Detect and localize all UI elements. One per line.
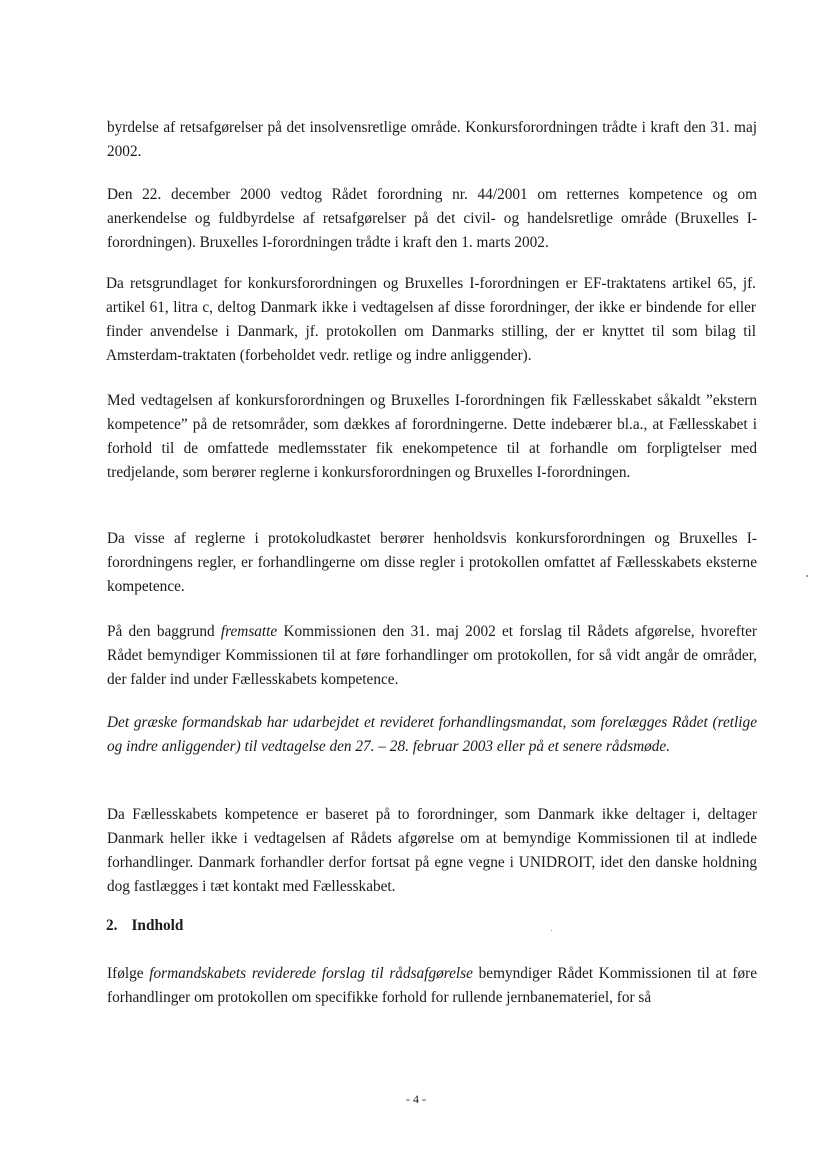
scan-speck <box>806 575 808 577</box>
section-number: 2. <box>106 917 118 934</box>
paragraph-9-rest: bemyndiger Rådet Kommissionen til at føre forhandlinger om protokollen om specifikke forhold for rullende jernbanemateriel, for så <box>107 965 757 1006</box>
paragraph-6-emphasis: fremsatte <box>220 623 278 640</box>
paragraph-7: Det græske formandskab har udarbejdet et revideret forhandlingsmandat, som forelægges Rådet (retlige og indre anliggender) til vedtagelse den 27. – 28. februar 2003 eller på et senere rådsmøde. <box>107 714 757 755</box>
paragraph-6-lead: På den baggrund <box>107 623 221 640</box>
section-title: Indhold <box>131 917 184 934</box>
paragraph-4: Med vedtagelsen af konkursforordningen og Bruxelles I-forordningen fik Fællesskabet såkaldt ”ekstern kompetence” på de retsområder, som dækkes af forordningerne. Dette indebærer bl.a., at Fællesskabet i forhold til de omfattede medlemsstater fik enekompetence til at forhandle om forpligtelser med tredjelande, som berører reglerne i konkursforordningen og Bruxelles I-forordningen. <box>107 392 757 481</box>
paragraph-6-rest: Kommissionen den 31. maj 2002 et forslag til Rådets afgørelse, hvorefter Rådet bemyndiger Kommissionen til at føre forhandlinger om protokollen, for så vidt angår de områder, der falder ind under Fællesskabets kompetence. <box>107 623 757 688</box>
paragraph-9-lead: Ifølge <box>107 965 150 982</box>
paragraph-9-emphasis: formandskabets reviderede forslag til rådsafgørelse <box>149 965 473 982</box>
scan-speck <box>551 930 552 931</box>
paragraph-5: Da visse af reglerne i protokoludkastet berører henholdsvis konkursforordningen og Bruxelles I-forordningens regler, er forhandlingerne om disse regler i protokollen omfattet af Fællesskabets eksterne kompetence. <box>107 530 757 595</box>
paragraph-3: Da retsgrundlaget for konkursforordningen og Bruxelles I-forordningen er EF-traktatens artikel 65, jf. artikel 61, litra c, deltog Danmark ikke i vedtagelsen af disse forordninger, der ikke er bindende for eller finder anvendelse i Danmark, jf. protokollen om Danmarks stilling, der er knyttet til som bilag til Amsterdam-traktaten (forbeholdet vedr. retlige og indre anliggender). <box>106 275 756 364</box>
paragraph-2: Den 22. december 2000 vedtog Rådet forordning nr. 44/2001 om retternes kompetence og om anerkendelse og fuldbyrdelse af retsafgørelser på det civil- og handelsretlige område (Bruxelles I-forordningen). Bruxelles I-forordningen trådte i kraft den 1. marts 2002. <box>107 186 757 251</box>
paragraph-9 <box>107 962 757 1010</box>
paragraph-1: byrdelse af retsafgørelser på det insolvensretlige område. Konkursforordningen trådte i kraft den 31. maj 2002. <box>107 119 757 160</box>
page-number: - 4 - <box>406 1092 426 1106</box>
section-heading <box>106 917 197 935</box>
paragraph-6 <box>107 620 757 692</box>
paragraph-8: Da Fællesskabets kompetence er baseret på to forordninger, som Danmark ikke deltager i, deltager Danmark heller ikke i vedtagelsen af Rådets afgørelse om at bemyndige Kommissionen til at indlede forhandlinger. Danmark forhandler derfor fortsat på egne vegne i UNIDROIT, idet den danske holdning dog fastlægges i tæt kontakt med Fællesskabet. <box>107 806 757 895</box>
